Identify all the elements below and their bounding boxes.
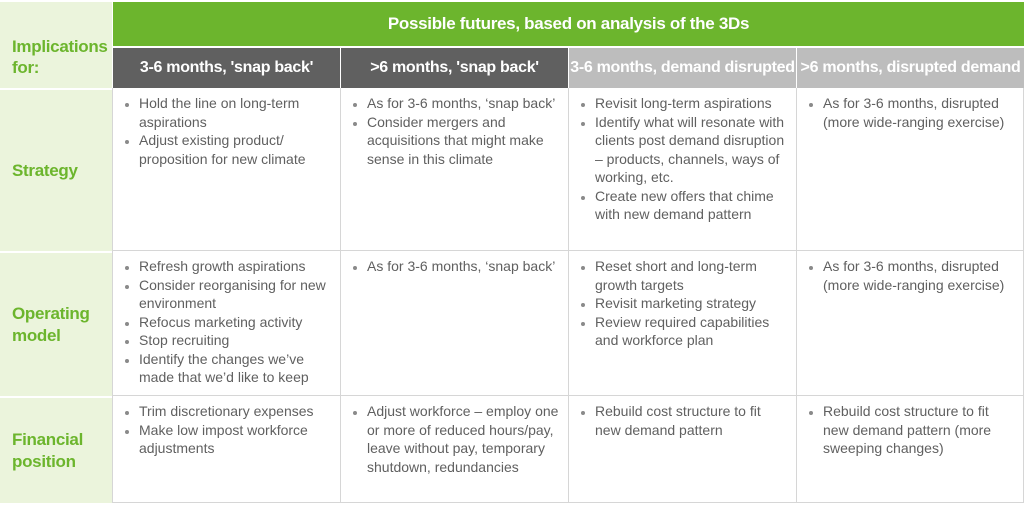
list-item: • Rebuild cost structure to fit new demand pattern (more sweeping changes): [823, 402, 1015, 458]
list-item: • As for 3-6 months, ‘snap back’: [367, 94, 560, 113]
table-cell: [796, 88, 1024, 251]
table-cell: [340, 88, 568, 251]
column-header-2: >6 months, 'snap back': [340, 46, 568, 88]
list-item: • Rebuild cost structure to fit new demand pattern: [595, 402, 788, 439]
list-item: • Stop recruiting: [139, 331, 332, 350]
table-cell: [568, 251, 796, 396]
table-cell: [112, 396, 340, 503]
list-item: • As for 3-6 months, disrupted (more wide-ranging exercise): [823, 257, 1015, 294]
table-cell: [796, 251, 1024, 396]
list-item: • Make low impost workforce adjustments: [139, 421, 332, 458]
list-item: • Refocus marketing activity: [139, 313, 332, 332]
bullet-list: [353, 94, 560, 168]
column-header-4: >6 months, disrupted demand: [796, 46, 1024, 88]
list-item: • Revisit marketing strategy: [595, 294, 788, 313]
list-item: • Consider mergers and acquisitions that might make sense in this climate: [367, 113, 560, 169]
table-banner: Possible futures, based on analysis of the 3Ds: [112, 2, 1024, 46]
bullet-list: [581, 257, 788, 350]
list-item: • Reset short and long-term growth targets: [595, 257, 788, 294]
table-cell: [340, 396, 568, 503]
list-item: • Create new offers that chime with new demand pattern: [595, 187, 788, 224]
bullet-list: [125, 257, 332, 387]
bullet-list: [581, 94, 788, 224]
list-item: • Consider reorganising for new environment: [139, 276, 332, 313]
bullet-list: [125, 94, 332, 168]
list-item: • As for 3-6 months, disrupted (more wide-ranging exercise): [823, 94, 1015, 131]
table-cell: [340, 251, 568, 396]
list-item: • Refresh growth aspirations: [139, 257, 332, 276]
row-header-financial-position: Financial position: [0, 396, 112, 503]
bullet-list: [809, 402, 1015, 458]
list-item: • Review required capabilities and workforce plan: [595, 313, 788, 350]
futures-table: [0, 2, 1024, 503]
list-item: • Adjust workforce – employ one or more of reduced hours/pay, leave without pay, temporary shutdown, redundancies: [367, 402, 560, 476]
list-item: • Hold the line on long-term aspirations: [139, 94, 332, 131]
list-item: • Trim discretionary expenses: [139, 402, 332, 421]
row-header-strategy: Strategy: [0, 88, 112, 251]
list-item: • Revisit long-term aspirations: [595, 94, 788, 113]
list-item: • Identify what will resonate with clients post demand disruption – products, channels, ways of working, etc.: [595, 113, 788, 187]
bullet-list: [809, 94, 1015, 131]
table-cell: [568, 88, 796, 251]
row-header-operating-model: Operating model: [0, 251, 112, 396]
bullet-list: [353, 402, 560, 476]
bullet-list: [125, 402, 332, 458]
list-item: • Identify the changes we’ve made that we’d like to keep: [139, 350, 332, 387]
bullet-list: [809, 257, 1015, 294]
bullet-list: [353, 257, 560, 276]
table-cell: [112, 88, 340, 251]
list-item: • Adjust existing product/ proposition for new climate: [139, 131, 332, 168]
column-header-3: 3-6 months, demand disrupted: [568, 46, 796, 88]
table-cell: [796, 396, 1024, 503]
list-item: • As for 3-6 months, ‘snap back’: [367, 257, 560, 276]
corner-label: Implications for:: [0, 2, 112, 88]
bullet-list: [581, 402, 788, 439]
column-header-1: 3-6 months, 'snap back': [112, 46, 340, 88]
table-cell: [112, 251, 340, 396]
table-cell: [568, 396, 796, 503]
